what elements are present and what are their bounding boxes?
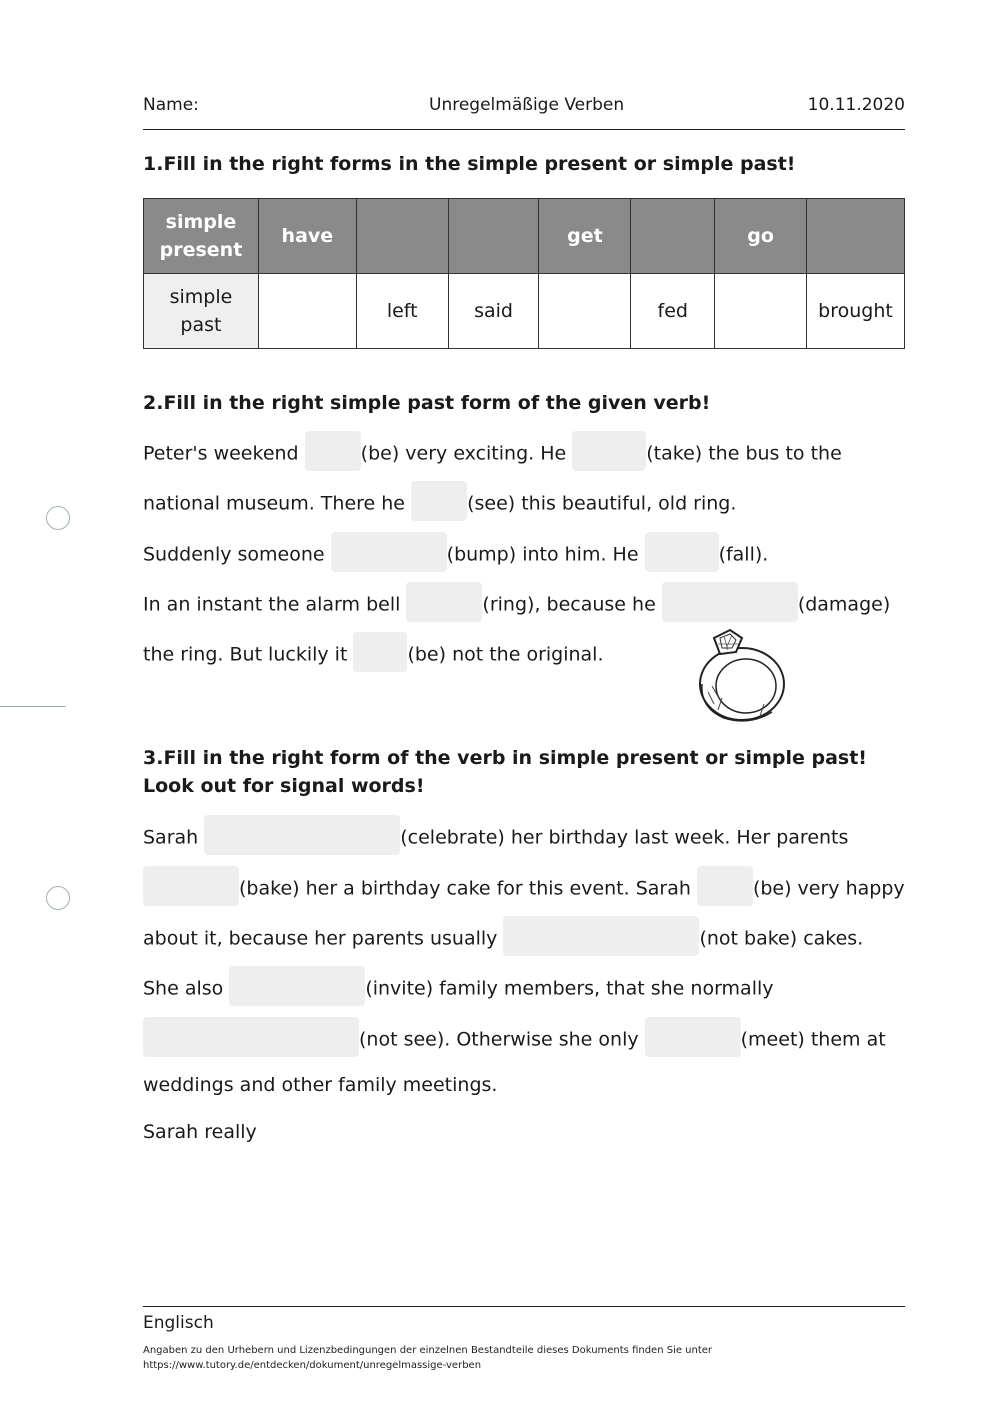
text: In an instant the alarm bell xyxy=(143,593,401,616)
text: She also xyxy=(143,977,224,1000)
text: (be) not the original. xyxy=(407,643,604,666)
task3-title-line-2: Look out for signal words! xyxy=(143,775,425,797)
worksheet-title: Unregelmäßige Verben xyxy=(429,95,625,115)
ring-sketch-icon xyxy=(690,626,795,724)
task3-line-4 xyxy=(143,972,774,1006)
name-label: Name: xyxy=(143,95,199,115)
answer-gap[interactable] xyxy=(503,916,699,956)
table-cell-blank[interactable] xyxy=(448,199,539,274)
task2-line-5 xyxy=(143,638,604,672)
answer-gap[interactable] xyxy=(697,866,753,906)
table-cell: left xyxy=(356,274,448,349)
text: (be) very happy xyxy=(752,877,905,900)
task2-line-1 xyxy=(143,437,842,471)
task3-title-line-1: 3.Fill in the right form of the verb in simple present or simple past! xyxy=(143,747,867,769)
answer-gap[interactable] xyxy=(406,582,482,622)
table-cell-blank[interactable] xyxy=(715,274,807,349)
task2-title: 2.Fill in the right simple past form of the given verb! xyxy=(143,392,711,414)
text: (ring), because he xyxy=(482,593,656,616)
table-cell: brought xyxy=(806,274,904,349)
task3-line-6: weddings and other family meetings. xyxy=(143,1074,498,1096)
text: Suddenly someone xyxy=(143,543,325,566)
answer-gap[interactable] xyxy=(143,866,239,906)
table-row-past xyxy=(144,274,905,349)
table-cell-blank[interactable] xyxy=(258,274,356,349)
header-divider xyxy=(143,129,905,130)
task2-line-3 xyxy=(143,538,768,572)
text: (bump) into him. He xyxy=(446,543,639,566)
worksheet-date: 10.11.2020 xyxy=(807,95,905,115)
table-cell: said xyxy=(448,274,539,349)
table-cell: get xyxy=(539,199,631,274)
table-row-present xyxy=(144,199,905,274)
text: the ring. But luckily it xyxy=(143,643,348,666)
task1-title: 1.Fill in the right forms in the simple present or simple past! xyxy=(143,153,796,175)
answer-gap[interactable] xyxy=(204,815,400,855)
table-cell: have xyxy=(258,199,356,274)
table-cell-blank[interactable] xyxy=(356,199,448,274)
table-cell-blank[interactable] xyxy=(631,199,715,274)
task3-line-7: Sarah really xyxy=(143,1121,257,1143)
text: Sarah xyxy=(143,826,199,849)
task2-line-2 xyxy=(143,487,736,521)
text: (not see). Otherwise she only xyxy=(359,1028,639,1051)
footer-note-line-1: Angaben zu den Urhebern und Lizenzbedingungen der einzelnen Bestandteile dieses Dokuments finden Sie unter xyxy=(143,1345,713,1356)
text: (be) very exciting. He xyxy=(360,442,567,465)
answer-gap[interactable] xyxy=(662,582,798,622)
footer-attribution xyxy=(143,1343,712,1373)
punch-hole-mark-bottom xyxy=(46,886,70,910)
answer-gap[interactable] xyxy=(572,431,646,471)
task3-title xyxy=(143,744,867,800)
answer-gap[interactable] xyxy=(229,966,365,1006)
verb-forms-table xyxy=(143,198,905,349)
answer-gap[interactable] xyxy=(331,532,447,572)
text: (fall). xyxy=(718,543,769,566)
text: (meet) them at xyxy=(740,1028,886,1051)
answer-gap[interactable] xyxy=(645,532,719,572)
table-cell: go xyxy=(715,199,807,274)
footer-note-link[interactable]: https://www.tutory.de/entdecken/dokument/unregelmassige-verben xyxy=(143,1360,482,1371)
text: (celebrate) her birthday last week. Her parents xyxy=(400,826,849,849)
answer-gap[interactable] xyxy=(305,431,361,471)
text: (bake) her a birthday cake for this event. Sarah xyxy=(239,877,691,900)
answer-gap[interactable] xyxy=(353,632,407,672)
table-cell-blank[interactable] xyxy=(539,274,631,349)
task2-line-4 xyxy=(143,588,890,622)
answer-gap[interactable] xyxy=(143,1017,359,1057)
table-cell-blank[interactable] xyxy=(806,199,904,274)
page-header xyxy=(143,95,905,119)
footer-subject: Englisch xyxy=(143,1313,214,1333)
answer-gap[interactable] xyxy=(411,481,467,521)
text: Peter's weekend xyxy=(143,442,299,465)
punch-hole-mark-top xyxy=(46,506,70,530)
table-cell: fed xyxy=(631,274,715,349)
task3-line-2 xyxy=(143,872,905,906)
table-cell: simple present xyxy=(144,199,259,274)
text: about it, because her parents usually xyxy=(143,927,498,950)
answer-gap[interactable] xyxy=(645,1017,741,1057)
footer-divider xyxy=(143,1306,905,1307)
task3-line-1 xyxy=(143,821,848,855)
text: (take) the bus to the xyxy=(646,442,842,465)
task3-line-5 xyxy=(143,1023,886,1057)
text: (invite) family members, that she normally xyxy=(365,977,774,1000)
fold-mark xyxy=(0,706,66,707)
text: (damage) xyxy=(797,593,891,616)
table-cell: simple past xyxy=(144,274,259,349)
task3-line-3 xyxy=(143,922,863,956)
text: (not bake) cakes. xyxy=(699,927,864,950)
text: national museum. There he xyxy=(143,492,406,515)
text: (see) this beautiful, old ring. xyxy=(467,492,737,515)
